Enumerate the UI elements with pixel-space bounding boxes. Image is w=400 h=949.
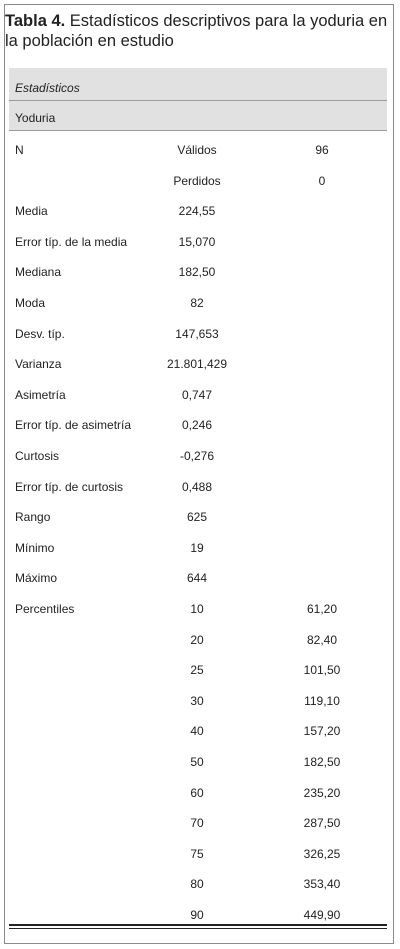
table-row bbox=[0, 632, 400, 662]
caption-label: Tabla 4. bbox=[5, 12, 66, 30]
table-row bbox=[0, 907, 400, 937]
table-row bbox=[0, 509, 400, 539]
table-row bbox=[0, 203, 400, 233]
row-value: 224,55 bbox=[178, 204, 216, 218]
table-row bbox=[0, 387, 400, 417]
table-row bbox=[0, 723, 400, 753]
row-value: 625 bbox=[186, 510, 208, 524]
row-label: Máximo bbox=[15, 571, 58, 585]
table-bottom-rule bbox=[9, 924, 387, 926]
row-label: Error típ. de asimetría bbox=[15, 418, 132, 432]
row-value: 15,070 bbox=[178, 235, 216, 249]
table-row bbox=[0, 754, 400, 784]
row-value-secondary: 0 bbox=[318, 174, 326, 188]
row-value-secondary: 287,50 bbox=[303, 816, 341, 830]
row-value: 60 bbox=[190, 786, 204, 800]
row-value-secondary: 96 bbox=[315, 143, 329, 157]
row-label: Asimetría bbox=[15, 388, 66, 402]
row-value: 644 bbox=[186, 571, 208, 585]
row-value: 0,747 bbox=[181, 388, 213, 402]
table-header bbox=[9, 68, 387, 130]
row-value: 25 bbox=[190, 663, 204, 677]
row-label: Error típ. de curtosis bbox=[15, 480, 124, 494]
row-value: 80 bbox=[190, 877, 204, 891]
row-value-secondary: 235,20 bbox=[303, 786, 341, 800]
row-value: 182,50 bbox=[178, 265, 216, 279]
table-row bbox=[0, 693, 400, 723]
table-row bbox=[0, 570, 400, 600]
table-row bbox=[0, 815, 400, 845]
caption-text: Estadísticos descriptivos para la yoduria en la población en estudio bbox=[5, 12, 388, 50]
row-value-secondary: 157,20 bbox=[303, 724, 341, 738]
table-row bbox=[0, 417, 400, 447]
row-label: Varianza bbox=[15, 357, 62, 371]
row-value: 75 bbox=[190, 847, 204, 861]
table-row bbox=[0, 479, 400, 509]
table-row bbox=[0, 601, 400, 631]
row-value: 70 bbox=[190, 816, 204, 830]
row-value-secondary: 61,20 bbox=[306, 602, 338, 616]
row-value: 20 bbox=[190, 633, 204, 647]
row-value: -0,276 bbox=[179, 449, 215, 463]
row-label: Mínimo bbox=[15, 541, 55, 555]
table-bottom-rule-thin bbox=[9, 928, 387, 929]
statistics-heading: Estadísticos bbox=[15, 81, 80, 95]
table-row bbox=[0, 173, 400, 203]
row-label: Error típ. de la media bbox=[15, 235, 128, 249]
row-label: Moda bbox=[15, 296, 46, 310]
row-value-secondary: 182,50 bbox=[303, 755, 341, 769]
row-label: Curtosis bbox=[15, 449, 60, 463]
row-label: Percentiles bbox=[15, 602, 75, 616]
row-label: Mediana bbox=[15, 265, 62, 279]
row-value: 0,246 bbox=[181, 418, 213, 432]
row-label: Media bbox=[15, 204, 48, 218]
row-value: 90 bbox=[190, 908, 204, 922]
row-value: 147,653 bbox=[175, 327, 219, 341]
row-value-secondary: 449,90 bbox=[303, 908, 341, 922]
table-row bbox=[0, 356, 400, 386]
row-value: 21.801,429 bbox=[166, 357, 228, 371]
row-value-secondary: 326,25 bbox=[303, 847, 341, 861]
table-row bbox=[0, 876, 400, 906]
row-value-secondary: 101,50 bbox=[303, 663, 341, 677]
table-row bbox=[0, 295, 400, 325]
row-value: Válidos bbox=[177, 143, 217, 157]
variable-heading: Yoduria bbox=[15, 111, 56, 125]
header-mid-rule bbox=[9, 100, 387, 101]
table-caption bbox=[5, 11, 390, 51]
table-row bbox=[0, 234, 400, 264]
row-value: 0,488 bbox=[181, 480, 213, 494]
table-row bbox=[0, 142, 400, 172]
table-row bbox=[0, 264, 400, 294]
row-value: 10 bbox=[190, 602, 204, 616]
row-value: 30 bbox=[190, 694, 204, 708]
row-label: N bbox=[15, 143, 24, 157]
table-row bbox=[0, 846, 400, 876]
row-value-secondary: 82,40 bbox=[306, 633, 338, 647]
table-row bbox=[0, 662, 400, 692]
row-value: 50 bbox=[190, 755, 204, 769]
header-bottom-rule bbox=[9, 130, 387, 131]
row-label: Desv. típ. bbox=[15, 327, 65, 341]
table-row bbox=[0, 785, 400, 815]
row-label: Rango bbox=[15, 510, 51, 524]
table-row bbox=[0, 326, 400, 356]
row-value: 40 bbox=[190, 724, 204, 738]
row-value-secondary: 353,40 bbox=[303, 877, 341, 891]
row-value-secondary: 119,10 bbox=[304, 694, 340, 708]
row-value: Perdidos bbox=[173, 174, 221, 188]
row-value: 82 bbox=[190, 296, 204, 310]
row-value: 19 bbox=[190, 541, 204, 555]
table-row bbox=[0, 448, 400, 478]
table-row bbox=[0, 540, 400, 570]
